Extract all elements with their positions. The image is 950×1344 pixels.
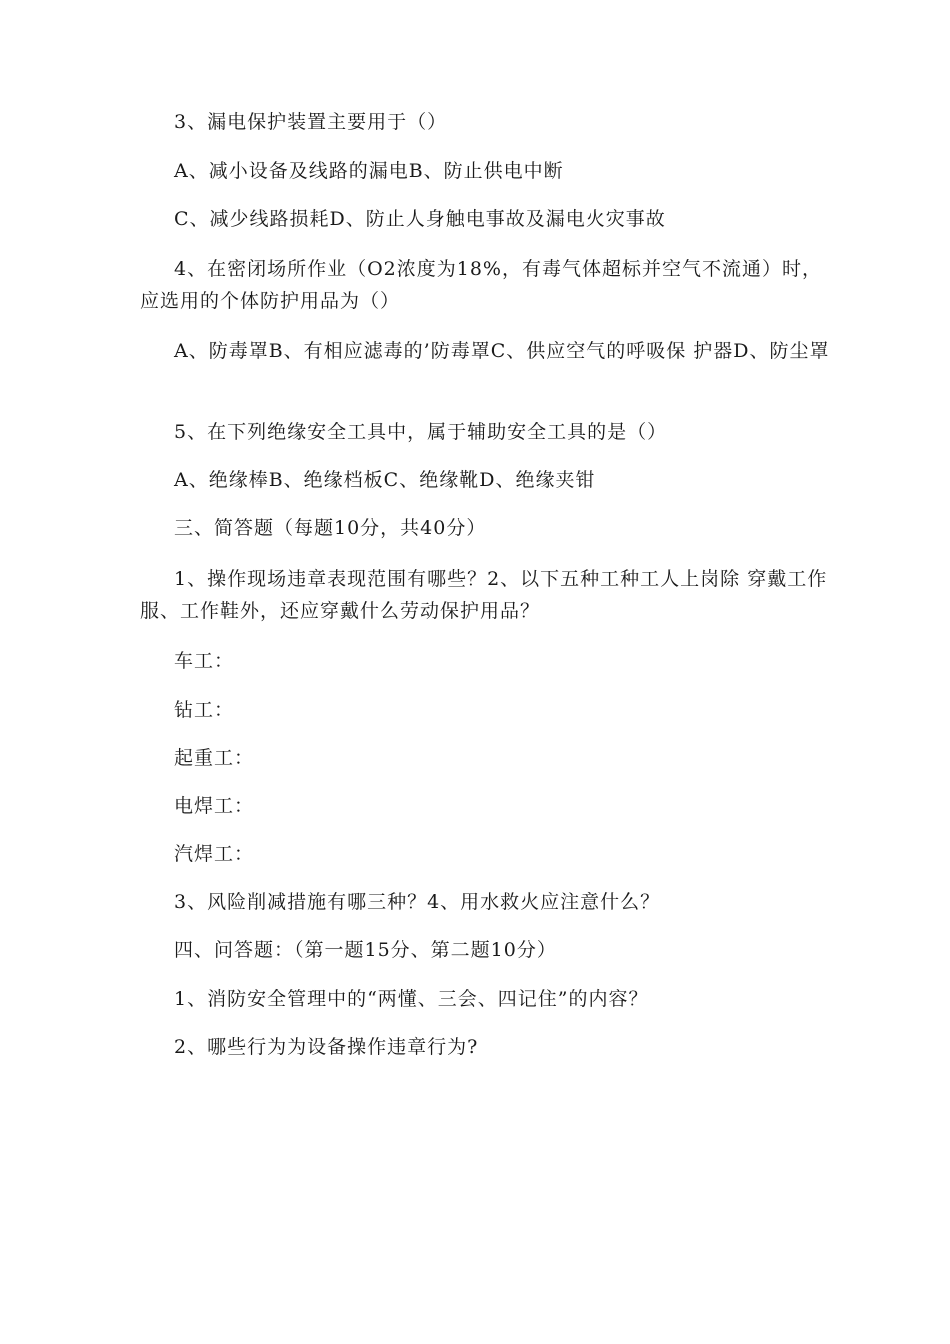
- job-driller: 钻工：: [174, 699, 235, 721]
- question-4-stem: 4、在密闭场所作业（O2浓度为18%，有毒气体超标并空气不流通）时，应选用的个体防护用品为（）: [140, 258, 822, 312]
- question-5-stem: 5、在下列绝缘安全工具中，属于辅助安全工具的是（）: [174, 421, 668, 443]
- job-electric-welder: 电焊工：: [174, 795, 255, 817]
- short-answer-1-2: 1、操作现场违章表现范围有哪些？2、以下五种工种工人上岗除 穿戴工作服、工作鞋外，还应穿戴什么劳动保护用品？: [140, 568, 828, 622]
- essay-question-1: 1、消防安全管理中的“两懂、三会、四记住”的内容？: [174, 988, 649, 1010]
- short-answer-3-4: 3、风险削减措施有哪三种？4、用水救火应注意什么？: [174, 891, 661, 913]
- section-3-heading: 三、简答题（每题10分，共40分）: [174, 517, 487, 539]
- question-4-options: A、防毒罩B、有相应滤毒的’防毒罩C、供应空气的呼吸保 护器D、防尘罩: [174, 340, 830, 362]
- question-3-stem: 3、漏电保护装置主要用于（）: [174, 111, 448, 133]
- section-4-heading: 四、问答题：（第一题15分、第二题10分）: [174, 939, 557, 961]
- question-5-options: A、绝缘棒B、绝缘档板C、绝缘靴D、绝缘夹钳: [174, 469, 596, 491]
- job-crane-operator: 起重工：: [174, 747, 255, 769]
- job-gas-welder: 汽焊工：: [174, 843, 255, 865]
- job-lathe-worker: 车工：: [174, 650, 235, 672]
- question-3-options-ab: A、减小设备及线路的漏电B、防止供电中断: [174, 160, 564, 182]
- essay-question-2: 2、哪些行为为设备操作违章行为?: [174, 1036, 479, 1058]
- question-3-options-cd: C、减少线路损耗D、防止人身触电事故及漏电火灾事故: [174, 208, 666, 230]
